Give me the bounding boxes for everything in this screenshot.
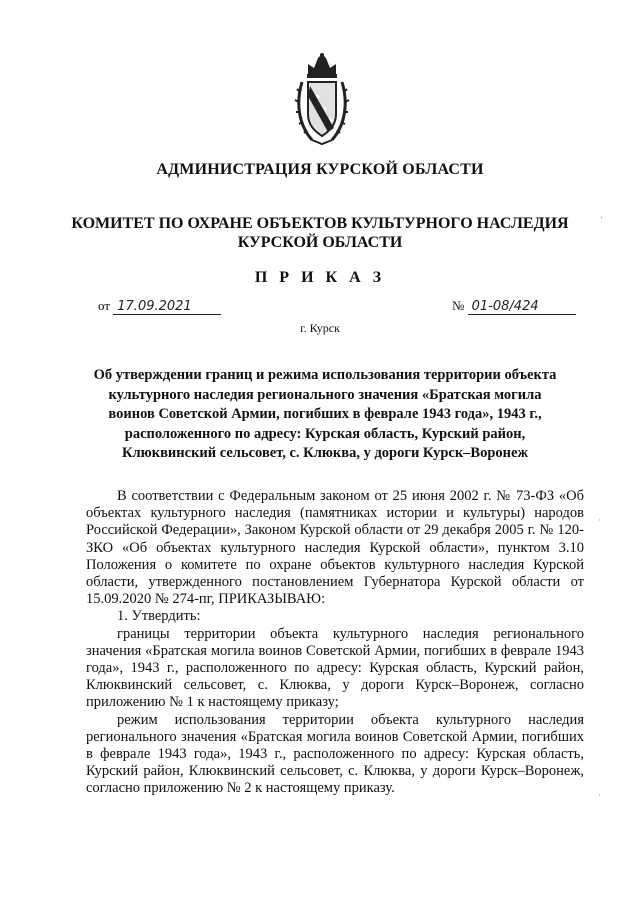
administration-heading: АДМИНИСТРАЦИЯ КУРСКОЙ ОБЛАСТИ: [156, 161, 484, 178]
paragraph-regime: режим использования территории объекта культурного наследия регионального значения «Братская могила воинов Советской Армии, погибших в феврале 1943 года», 1943 г., расположенного по адресу: Курская область, Курский район, Клюквинский сельсовет, с. Клюква, у дороги Курск–Воронеж, согласно приложению № 2 к настоящему приказу.: [86, 711, 584, 797]
city-label: г. Курск: [300, 321, 340, 335]
margin-mark: ·: [598, 790, 601, 800]
order-title: Об утверждении границ и режима использования территории объекта культурного наследия регионального значения «Братская могила воинов Советской Армии, погибших в феврале 1943 года», 1943 г., расположенного по адресу: Курская область, Курский район, Клюквинский сельсовет, с. Клюква, у дороги Курск–Воронеж: [93, 367, 557, 461]
committee-heading-line-2: КУРСКОЙ ОБЛАСТИ: [237, 234, 403, 251]
margin-mark: ·: [598, 515, 601, 525]
order-body: [86, 488, 584, 798]
margin-mark: ’: [600, 215, 603, 225]
order-date: [98, 298, 221, 315]
number-value: 01-08/424: [468, 299, 576, 315]
paragraph-boundaries: границы территории объекта культурного наследия регионального значения «Братская могила воинов Советской Армии, погибших в феврале 1943 года», 1943 г., расположенного по адресу: Курская область, Курский район, Клюквинский сельсовет, с. Клюква, у дороги Курск–Воронеж, согласно приложению № 1 к настоящему приказу;: [86, 625, 584, 711]
paragraph-preamble: В соответствии с Федеральным законом от 25 июня 2002 г. № 73-ФЗ «Об объектах культурного наследия (памятниках истории и культуры) народов Российской Федерации», Законом Курской области от 29 декабря 2005 г. № 120-ЗКО «Об объектах культурного наследия Курской области», пунктом 3.10 Положения о комитете по охране объектов культурного наследия Курской области, утвержденного постановлением Губернатора Курской области от 15.09.2020 № 274-пг, ПРИКАЗЫВАЮ:: [86, 488, 584, 608]
date-value: 17.09.2021: [113, 299, 221, 315]
number-prefix: №: [452, 298, 465, 313]
committee-heading-line-1: КОМИТЕТ ПО ОХРАНЕ ОБЪЕКТОВ КУЛЬТУРНОГО НАСЛЕДИЯ: [71, 215, 569, 232]
kursk-coat-of-arms-icon: [294, 52, 350, 148]
paragraph-approve: 1. Утвердить:: [117, 608, 201, 625]
order-number: [452, 298, 576, 315]
committee-heading: [0, 214, 640, 252]
date-prefix: от: [98, 298, 111, 313]
order-heading: П Р И К А З: [254, 269, 386, 286]
